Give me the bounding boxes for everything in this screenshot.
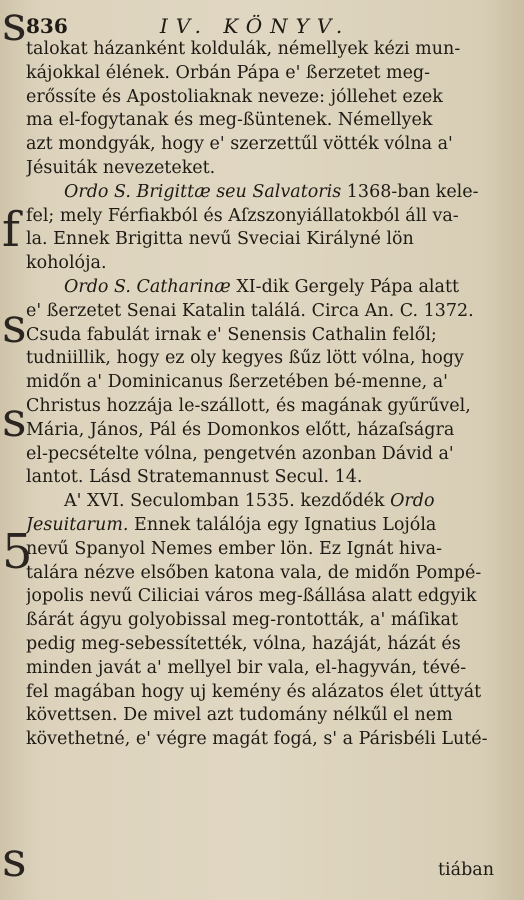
line-text: fel; mely Férfiakból és Aſzszonyiállatokból áll va- — [26, 205, 459, 226]
margin-mark: s — [2, 832, 27, 888]
line-text: talokat házanként koldulák, némellyek kézi mun- — [26, 39, 461, 59]
text-line — [26, 300, 510, 324]
line-text: XI-dik Gergely Pápa alatt — [230, 276, 460, 297]
text-line — [26, 86, 510, 110]
line-text: el-pecsételte vólna, pengetvén azonban Dávid a' — [26, 443, 454, 464]
text-line — [26, 704, 510, 728]
line-text: követtsen. De mivel azt tudomány nélkűl el nem — [26, 705, 453, 726]
text-line — [26, 228, 510, 252]
line-text: 1368-ban kele- — [341, 181, 479, 202]
text-line — [26, 38, 510, 62]
margin-mark: s — [2, 298, 27, 354]
line-text: lantot. Lásd Stratemannust Secul. 14. — [26, 467, 363, 488]
margin-mark: s — [2, 392, 27, 448]
line-text: ma el-fogytanak és meg-ßüntenek. Némellyek — [26, 110, 433, 131]
text-line — [26, 728, 510, 752]
running-header — [26, 14, 510, 38]
text-line — [26, 276, 510, 300]
chapter-title: IV. KÖNYV. — [159, 14, 351, 38]
line-text: Jésuiták nevezeteket. — [26, 157, 216, 178]
italic-text: Ordo — [390, 491, 435, 512]
italic-text: Ordo S. Catharinæ — [64, 276, 231, 297]
line-text: jopolis nevű Ciliciai város meg-ßállása alatt edgyik — [26, 586, 477, 607]
line-text: talára nézve elsőben katona vala, de midőn Pompé- — [26, 562, 482, 583]
text-line — [26, 633, 510, 657]
text-line — [26, 109, 510, 133]
text-line — [26, 681, 510, 705]
text-line — [26, 419, 510, 443]
line-text: pedig meg-sebessítették, vólna, hazáját, házát és — [26, 633, 461, 654]
line-text: kájokkal élének. Orbán Pápa e' ßerzetet meg- — [26, 62, 431, 83]
text-line — [26, 347, 510, 371]
text-line — [26, 466, 510, 490]
text-line — [26, 324, 510, 348]
line-text: ßárát ágyu golyobissal meg-rontották, a' máſikat — [26, 610, 458, 631]
line-text: Csuda fabulát irnak e' Senensis Cathalin felől; — [26, 324, 437, 345]
text-line — [26, 609, 510, 633]
line-text: A' XVI. Seculomban 1535. kezdődék — [64, 491, 391, 512]
line-text: Ennek találója egy Ignatius Lojóla — [128, 514, 437, 535]
line-text: azt mondgyák, hogy e' szerzettűl vötték vólna a' — [26, 134, 453, 155]
line-text: koholója. — [26, 253, 107, 274]
text-line — [26, 514, 510, 538]
text-line — [26, 395, 510, 419]
line-text: la. Ennek Brigitta nevű Sveciai Királyné lön — [26, 229, 414, 250]
line-text: fel magában hogy uj kemény és alázatos élet úttyát — [26, 681, 482, 702]
line-text: nevű Spanyol Nemes ember lön. Ez Ignát hiva- — [26, 538, 443, 559]
page-number: 836 — [26, 14, 68, 38]
catchword: tiában — [438, 860, 494, 880]
text-line — [26, 181, 510, 205]
text-line — [26, 562, 510, 586]
text-line — [26, 490, 510, 514]
italic-text: Jesuitarum. — [26, 514, 129, 535]
text-line — [26, 157, 510, 181]
line-text: minden javát a' mellyel bir vala, el-hagyván, tévé- — [26, 657, 467, 678]
line-text: e' ßerzetet Senai Katalin találá. Circa An. C. 1372. — [26, 300, 474, 321]
text-line — [26, 538, 510, 562]
line-text: midőn a' Dominicanus ßerzetében bé-menne, a' — [26, 372, 448, 393]
italic-text: Ordo S. Brigittæ seu Salvatoris — [64, 181, 342, 202]
text-line — [26, 657, 510, 681]
line-text: erőssíte és Apostoliaknak neveze: jóllehet ezek — [26, 86, 443, 107]
margin-mark: f — [2, 202, 20, 258]
text-line — [26, 252, 510, 276]
text-line — [26, 62, 510, 86]
text-line — [26, 443, 510, 467]
margin-mark: s — [2, 0, 27, 52]
text-line — [26, 585, 510, 609]
line-text: Mária, János, Pál és Domonkos előtt, házaſságra — [26, 419, 455, 440]
text-line — [26, 205, 510, 229]
page-body-text — [26, 38, 510, 752]
text-line — [26, 133, 510, 157]
margin-mark: 5 — [2, 524, 33, 580]
line-text: tudniillik, hogy ez oly kegyes ßűz lött vólna, hogy — [26, 348, 464, 369]
text-line — [26, 371, 510, 395]
line-text: követhetné, e' végre magát fogá, s' a Párisbéli Luté- — [26, 729, 488, 750]
line-text: Christus hozzája le-szállott, és magának gyűrűvel, — [26, 395, 471, 416]
